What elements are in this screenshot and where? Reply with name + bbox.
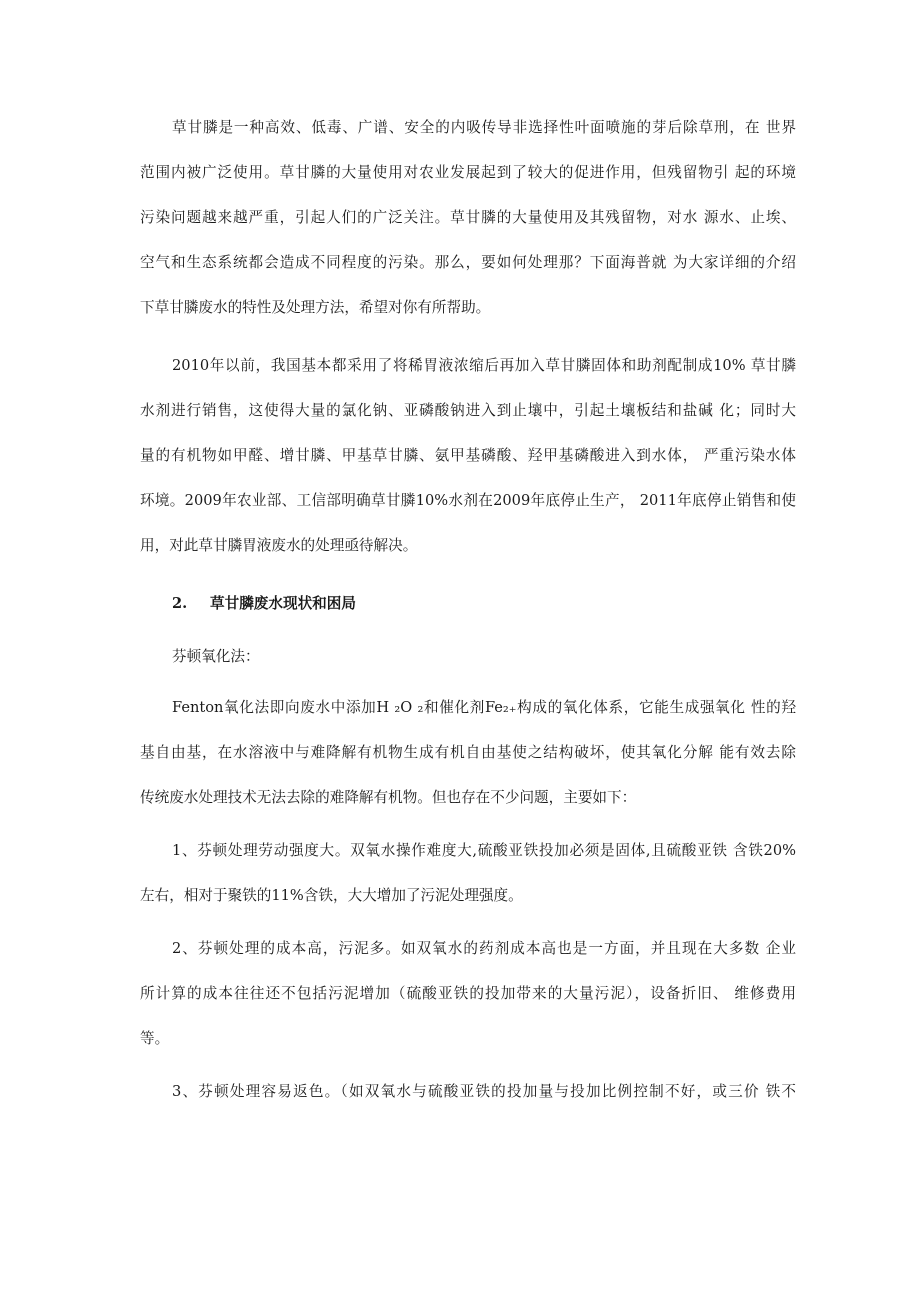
text-line: 2010年以前，我国基本都采用了将稀胃液浓缩后再加入草甘膦固体和助剂配制成10% 草甘膦	[172, 357, 796, 374]
text-line: 3、芬顿处理容易返色。（如双氧水与硫酸亚铁的投加量与投加比例控制不好，或三价 铁不	[172, 1083, 796, 1100]
section-number: 2.	[172, 595, 188, 612]
text-line: 草甘膦是一种高效、低毒、广谱、安全的内吸传导非选择性叶面喷施的芽后除草刑，在 世界	[172, 119, 796, 136]
text-line: 污染问题越来越严重，引起人们的广泛关注。草甘膦的大量使用及其残留物，对水 源水、止埃、	[140, 209, 796, 226]
section-title: 草甘膦废水现状和困局	[210, 595, 356, 612]
text-line: 范围内被广泛使用。草甘膦的大量使用对农业发展起到了较大的促进作用，但残留物引 起的环境	[140, 164, 796, 181]
text-line: 环境。2009年农业部、工信部明确草甘膦10%水剂在2009年底停止生产， 2011年底停止销售和使	[140, 492, 796, 509]
text-line: 下草甘膦废水的特性及处理方法，希望对你有所帮助。	[140, 299, 491, 316]
text-line: 基自由基，在水溶液中与难降解有机物生成有机自由基使之结构破坏，使其氧化分解 能有效去除	[140, 744, 796, 761]
text-line: 水剂进行销售，这使得大量的氯化钠、亚磷酸钠进入到止壤中，引起土壤板结和盐碱 化；同时大	[140, 402, 796, 419]
text-line: 等。	[140, 1030, 170, 1047]
paragraph-fenton-method: 芬顿氧化法：	[172, 648, 260, 665]
text-line: 1、芬顿处理劳动强度大。双氧水操作难度大,硫酸亚铁投加必须是固体,且硫酸亚铁 含铁20%	[172, 842, 796, 859]
text-line: 2、芬顿处理的成本高，污泥多。如双氧水的药剂成本高也是一方面，并且现在大多数 企业	[172, 940, 796, 957]
text-line: 量的有机物如甲醛、增甘膦、甲基草甘膦、氨甲基磷酸、羟甲基磷酸进入到水体， 严重污染水体	[140, 447, 796, 464]
text-line: 所计算的成本往往还不包括污泥增加（硫酸亚铁的投加带来的大量污泥），设备折旧、 维修费用	[140, 985, 796, 1002]
section-heading	[172, 594, 796, 614]
text-line: 左右，相对于聚铁的11%含铁，大大增加了污泥处理强度。	[140, 887, 523, 904]
text-line: 空气和生态系统都会造成不同程度的污染。那么，要如何处理那？下面海普就 为大家详细的介绍	[140, 254, 796, 271]
text-line: 用，对此草甘膦胃液废水的处理亟待解决。	[140, 537, 418, 554]
text-line: 传统废水处理技术无法去除的难降解有机物。但也存在不少问题，主要如下：	[140, 789, 637, 806]
text-line: Fenton氧化法即向废水中添加H ₂O ₂和催化剂Fe₂₊构成的氧化体系，它能生成强氧化 性的羟	[172, 699, 796, 716]
